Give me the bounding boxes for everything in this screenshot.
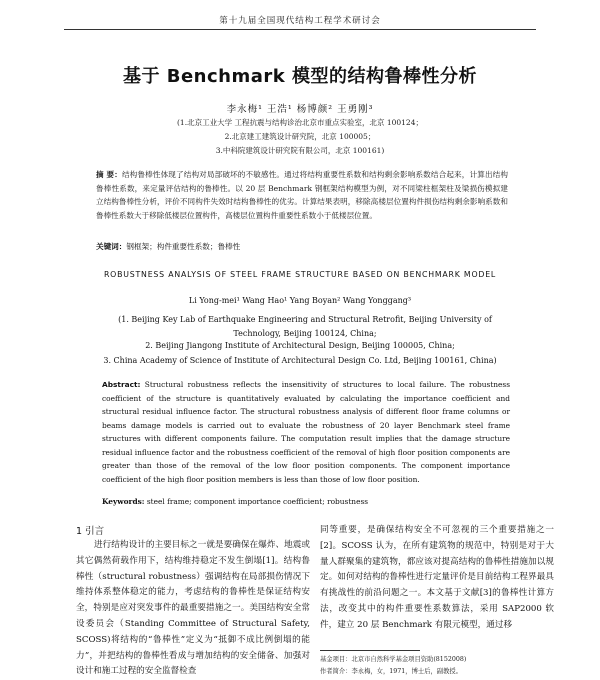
section-heading-introduction: 1 引言 bbox=[76, 526, 105, 537]
keywords-cn bbox=[96, 241, 508, 252]
keywords-cn-text: 钢框架；构件重要性系数；鲁棒性 bbox=[126, 242, 241, 251]
footnote-funding: 基金项目：北京市自然科学基金项目资助(8152008) bbox=[320, 656, 467, 663]
abstract-cn-text: 结构鲁棒性体现了结构对局部破坏的不敏感性。通过将结构重要性系数和结构剩余影响系数结合起来，计算出结构鲁棒性系数，来定量评估结构的鲁棒性。以 20 层 Benchmark 钢框架结构模型为例，对不同梁柱框架柱及梁损伤模拟建立结构鲁棒性分析，评价不同构件失效时结构鲁棒性的优劣。计算结果表明，移除高楼层位置构件损伤结构剩余影响系数和鲁棒性系数大于移除低楼层位置构件，高楼层位置构件重要性系数小于低楼层位置。 bbox=[96, 170, 508, 220]
keywords-en bbox=[102, 497, 510, 506]
abstract-cn bbox=[96, 168, 508, 222]
authors-cn: 李永梅¹ 王浩¹ 杨博颜² 王勇刚³ bbox=[226, 104, 374, 115]
abstract-en-label: Abstract: bbox=[102, 380, 141, 389]
affiliation-cn-1: (1.北京工业大学 工程抗震与结构诊治北京市重点实验室，北京 100124； bbox=[177, 118, 423, 127]
footnote-author: 作者简介：李永梅，女，1971，博士后，副教授。 bbox=[320, 668, 462, 675]
abstract-cn-label: 摘 要： bbox=[96, 170, 122, 179]
footnote-divider bbox=[320, 650, 420, 651]
keywords-en-text: steel frame; component importance coefficient; robustness bbox=[146, 497, 369, 506]
affiliation-en-1: (1. Beijing Key Lab of Earthquake Engineering and Structural Retrofit, Beijing University of Technology, Beijing 100124, China; bbox=[118, 315, 492, 338]
header-divider bbox=[64, 29, 536, 30]
authors-en: Li Yong-mei¹ Wang Hao¹ Yang Boyan² Wang Yonggang³ bbox=[188, 296, 412, 305]
keywords-cn-label: 关键词： bbox=[96, 242, 127, 251]
affiliation-cn-2: 2.北京建工建筑设计研究院，北京 100005； bbox=[224, 132, 376, 141]
title-en: ROBUSTNESS ANALYSIS OF STEEL FRAME STRUCTURE BASED ON BENCHMARK MODEL bbox=[103, 270, 497, 279]
affiliation-en-2: 2. Beijing Jiangong Institute of Architectural Design, Beijing 100005, China; bbox=[145, 341, 455, 350]
body-column-right: 同等重要，是确保结构安全不可忽视的三个重要措施之一[2]。SCOSS 认为，在所有建筑物的规范中，特别是对于大量人群聚集的建筑物，都应该对提高结构的鲁棒性措施加以规定。如何对结构的鲁棒性进行定量评价是目前结构工程界最具有挑战性的前沿问题之一。本文基于文献[3]的鲁棒性计算方法，改变其中的构件重要性系数算法，采用 SAP2000 软件，建立 20 层 Benchmark 有限元模型，通过移 bbox=[320, 525, 554, 630]
keywords-en-label: Keywords: bbox=[102, 497, 145, 506]
affiliation-cn-3: 3.中科院建筑设计研究院有限公司，北京 100161) bbox=[215, 146, 385, 155]
running-header: 第十九届全国现代结构工程学术研讨会 bbox=[219, 16, 381, 26]
abstract-en bbox=[102, 378, 510, 486]
body-column-left: 进行结构设计的主要目标之一就是要确保在爆炸、地震或其它偶然荷载作用下，结构维持稳定不发生倒塌[1]。结构鲁棒性（structural robustness）强调结构在局部损伤情况下维持体系整体稳定的能力，考虑结构的鲁棒性是保证结构安全，特别是应对突发事件的最重要措施之一。美国结构安全常设委员会（Standing Committee of Structural Safety, SCOSS)将结构的“鲁棒性”定义为“抵御不成比例倒塌的能力”，并把结构的鲁棒性看成与增加结构的安全储备、加强对设计和施工过程的安全监督检查 bbox=[76, 540, 310, 677]
affiliation-en-3: 3. China Academy of Science of Institute of Architectural Design Co. Ltd, Beijing 100161, China) bbox=[103, 356, 497, 365]
abstract-en-text: Structural robustness reflects the insensitivity of structures to local failure. The robustness coefficient of the structure is quantitatively evaluated by calculating the importance coefficient and structural residual influence factor. The structural robustness analysis of different floor frame columns or beams damage models is carried out to evaluate the robustness of 20 layer Benchmark steel frame structures with different components failure. The computation result implies that the damage structure residual influence factor and the robustness coefficient of the removal of high floor position components are greater than those of the removal of the low floor position components. The component importance coefficient of the high floor position members is less than those of low floor position. bbox=[102, 380, 510, 484]
title-cn: 基于 Benchmark 模型的结构鲁棒性分析 bbox=[122, 66, 477, 87]
